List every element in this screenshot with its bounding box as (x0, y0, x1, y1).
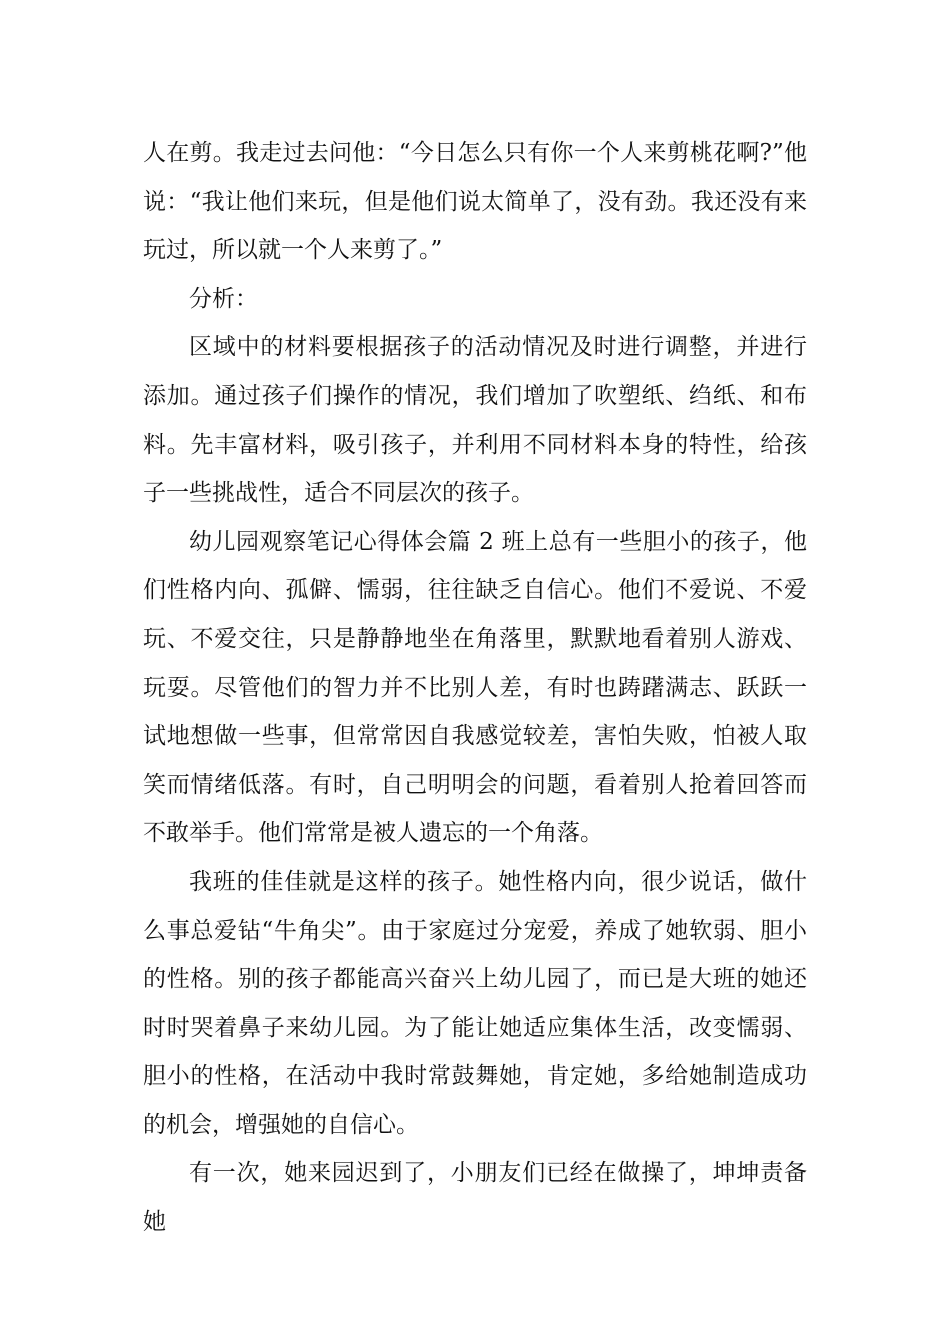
paragraph-analysis: 区域中的材料要根据孩子的活动情况及时进行调整，并进行添加。通过孩子们操作的情况，我们增加了吹塑纸、绉纸、和布料。先丰富材料，吸引孩子，并利用不同材料本身的特性，给孩子一些挑战性，适合不同层次的孩子。 (143, 334, 807, 507)
paragraph-late-arrival: 有一次，她来园迟到了，小朋友们已经在做操了，坤坤责备她 (143, 1160, 807, 1236)
paragraph-jiajia: 我班的佳佳就是这样的孩子。她性格内向，很少说话，做什么事总爱钻“牛角尖”。由于家庭过分宠爱，养成了她软弱、胆小的性格。别的孩子都能高兴奋兴上幼儿园了，而已是大班的她还时时哭着鼻子来幼儿园。为了能让她适应集体生活，改变懦弱、胆小的性格，在活动中我时常鼓舞她，肯定她，多给她制造成功的机会，增强她的自信心。 (143, 868, 807, 1138)
paragraph-article-2-intro: 幼儿园观察笔记心得体会篇 2 班上总有一些胆小的孩子，他们性格内向、孤僻、懦弱，往往缺乏自信心。他们不爱说、不爱玩、不爱交往，只是静静地坐在角落里，默默地看着别人游戏、玩耍。尽管他们的智力并不比别人差，有时也踌躇满志、跃跃一试地想做一些事，但常常因自我感觉较差，害怕失败，怕被人取笑而情绪低落。有时，自己明明会的问题，看着别人抢着回答而不敢举手。他们常常是被人遗忘的一个角落。 (143, 528, 807, 847)
paragraph-continuation: 人在剪。我走过去问他：“今日怎么只有你一个人来剪桃花啊?”他说：“我让他们来玩，但是他们说太简单了，没有劲。我还没有来玩过，所以就一个人来剪了。” (143, 140, 807, 264)
document-body (143, 129, 807, 1247)
paragraph-analysis-heading: 分析： (189, 285, 258, 312)
